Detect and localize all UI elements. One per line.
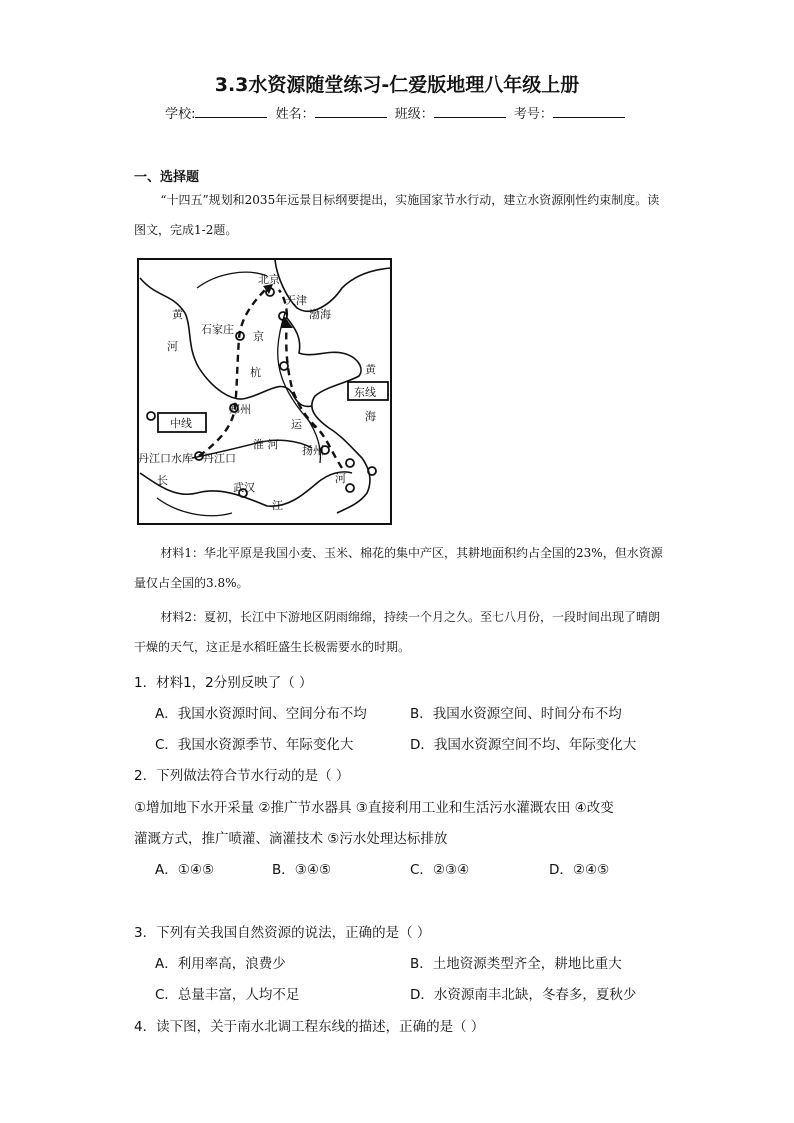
- name-blank: [315, 105, 387, 118]
- q1-option-c[interactable]: C．我国水资源季节、年际变化大: [155, 737, 354, 753]
- beijing-label: 北京: [258, 273, 280, 286]
- east-route-label: 东线: [354, 386, 376, 399]
- q2-option-d[interactable]: D．②④⑤: [549, 862, 610, 878]
- q3-option-b[interactable]: B．土地资源类型齐全，耕地比重大: [410, 956, 622, 972]
- canal-he-label: 河: [335, 472, 346, 485]
- q3-option-c[interactable]: C．总量丰富，人均不足: [155, 987, 300, 1003]
- question-2-stem: 2．下列做法符合节水行动的是（ ）: [134, 768, 350, 784]
- q3-option-d[interactable]: D．水资源南丰北缺，冬春多，夏秋少: [410, 987, 637, 1003]
- yellow-river-label-2: 河: [167, 340, 178, 353]
- question-1-stem: 1．材料1，2分别反映了（ ）: [134, 675, 313, 691]
- intro-paragraph: “十四五”规划和2035年远景目标纲要提出，实施国家节水行动，建立水资源刚性约束制度。读图文，完成1-2题。: [134, 193, 660, 237]
- yellow-sea-label-2: 海: [365, 410, 376, 423]
- danjiangkou-label: 丹江口: [203, 452, 236, 465]
- exam-no-label: 考号：: [513, 107, 553, 122]
- yellow-sea-label-1: 黄: [365, 363, 376, 376]
- middle-route-label: 中线: [170, 417, 192, 430]
- question-2-items-line-2: 灌溉方式，推广喷灌、滴灌技术 ⑤污水处理达标排放: [134, 831, 448, 847]
- school-blank: [195, 105, 267, 118]
- yangzhou-label: 扬州: [302, 444, 324, 457]
- question-4-stem: 4．读下图，关于南水北调工程东线的描述，正确的是（ ）: [134, 1019, 485, 1035]
- page-title: 3.3水资源随堂练习-仁爱版地理八年级上册: [214, 74, 580, 96]
- q1-option-a[interactable]: A．我国水资源时间、空间分布不均: [155, 706, 367, 722]
- q2-option-b[interactable]: B．③④⑤: [272, 862, 332, 878]
- canal-jing-label: 京: [253, 330, 264, 343]
- section-title: 一、选择题: [134, 170, 200, 185]
- tianjin-label: 天津: [285, 294, 307, 307]
- class-blank: [434, 105, 506, 118]
- zhengzhou-label: 郑州: [229, 403, 251, 416]
- q2-option-a[interactable]: A．①④⑤: [155, 862, 215, 878]
- wuhan-label: 武汉: [233, 481, 255, 494]
- class-label: 班级：: [394, 107, 434, 122]
- material-2: 材料2：夏初，长江中下游地区阴雨绵绵，持续一个月之久。至七八月份，一段时间出现了晴朗干燥的天气，这正是水稻旺盛生长极需要水的时期。: [134, 610, 661, 654]
- huai-river-label: 淮 河: [253, 438, 279, 451]
- school-label: 学校:: [165, 107, 196, 122]
- q1-option-d[interactable]: D．我国水资源空间不均、年际变化大: [410, 737, 637, 753]
- canal-hang-label: 杭: [250, 366, 261, 379]
- question-3-stem: 3．下列有关我国自然资源的说法，正确的是（ ）: [134, 925, 431, 941]
- material-1: 材料1：华北平原是我国小麦、玉米、棉花的集中产区，其耕地面积约占全国的23%，但水资源量仅占全国的3.8%。: [134, 546, 663, 590]
- q1-option-b[interactable]: B．我国水资源空间、时间分布不均: [410, 706, 622, 722]
- question-2-items-line-1: ①增加地下水开采量 ②推广节水器具 ③直接利用工业和生活污水灌溉农田 ④改变: [134, 800, 614, 816]
- exam-no-blank: [553, 105, 625, 118]
- canal-yun-label: 运: [291, 418, 302, 431]
- yangtze-label-jiang: 江: [272, 499, 283, 512]
- q2-option-c[interactable]: C．②③④: [410, 862, 470, 878]
- student-info-line: [0, 103, 794, 122]
- yangtze-label-chang: 长: [157, 474, 168, 487]
- yellow-river-label-1: 黄: [172, 308, 183, 321]
- south-north-water-map: [137, 258, 392, 525]
- danjiangkou-reservoir-label: 丹江口水库: [138, 452, 193, 465]
- q3-option-a[interactable]: A．利用率高，浪费少: [155, 956, 286, 972]
- bohai-label: 渤海: [309, 308, 331, 321]
- shijiazhuang-label: 石家庄: [201, 323, 234, 336]
- map-figure: [137, 258, 392, 525]
- name-label: 姓名：: [275, 107, 315, 122]
